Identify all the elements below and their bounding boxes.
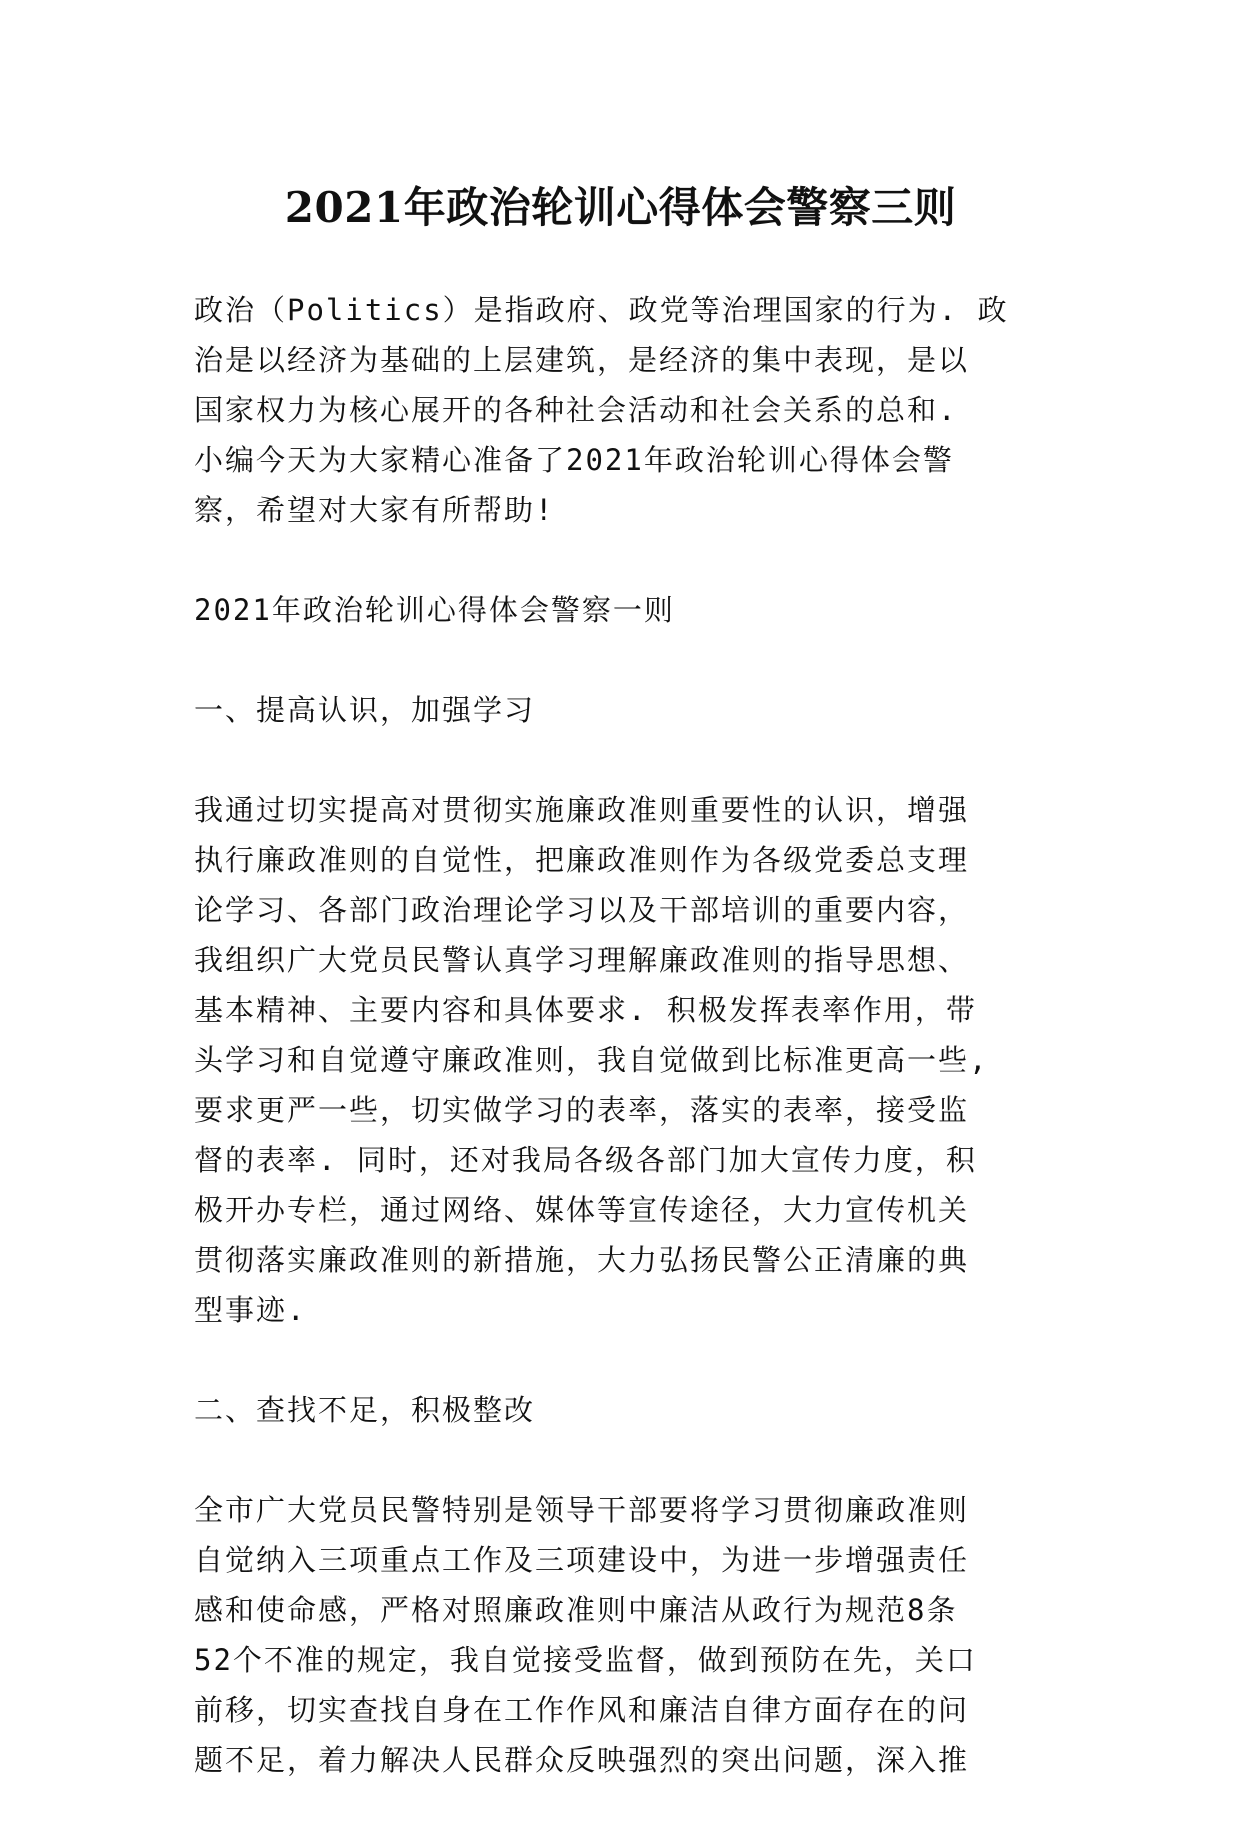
document-body xyxy=(194,285,1044,1835)
intro-paragraph: 政治（Politics）是指政府、政党等治理国家的行为. 政 治是以经济为基础的上层建筑，是经济的集中表现，是以 国家权力为核心展开的各种社会活动和社会关系的总和. 小编今天为大家精心准备了2021年政治轮训心得体会警 察，希望对大家有所帮助! xyxy=(194,293,1009,527)
body-paragraph-rectification: 全市广大党员民警特别是领导干部要将学习贯彻廉政准则 自觉纳入三项重点工作及三项建设中，为进一步增强责任 感和使命感，严格对照廉政准则中廉洁从政行为规范8条 52个不准的规定，我自觉接受监督，做到预防在先，关口 前移，切实查找自身在工作作风和廉洁自律方面存在的问 题不足，着力解决人民群众反映强烈的突出问题，深入推 xyxy=(194,1493,977,1777)
section-heading-part-one: 2021年政治轮训心得体会警察一则 xyxy=(194,593,675,627)
subheading-find-shortcomings: 二、查找不足，积极整改 xyxy=(194,1393,536,1427)
body-paragraph-learning: 我通过切实提高对贯彻实施廉政准则重要性的认识，增强 执行廉政准则的自觉性，把廉政准则作为各级党委总支理 论学习、各部门政治理论学习以及干部培训的重要内容， 我组织广大党员民警认真学习理解廉政准则的指导思想、 基本精神、主要内容和具体要求. 积极发挥表率作用，带 头学习和自觉遵守廉政准则，我自觉做到比标准更高一些, 要求更严一些，切实做学习的表率，落实的表率，接受监 督的表率. 同时，还对我局各级各部门加大宣传力度，积 极开办专栏，通过网络、媒体等宣传途径，大力宣传机关 贯彻落实廉政准则的新措施，大力弘扬民警公正清廉的典 型事迹. xyxy=(194,793,989,1327)
subheading-raise-awareness: 一、提高认识，加强学习 xyxy=(194,693,536,727)
document-title: 2021年政治轮训心得体会警察三则 xyxy=(284,183,957,232)
